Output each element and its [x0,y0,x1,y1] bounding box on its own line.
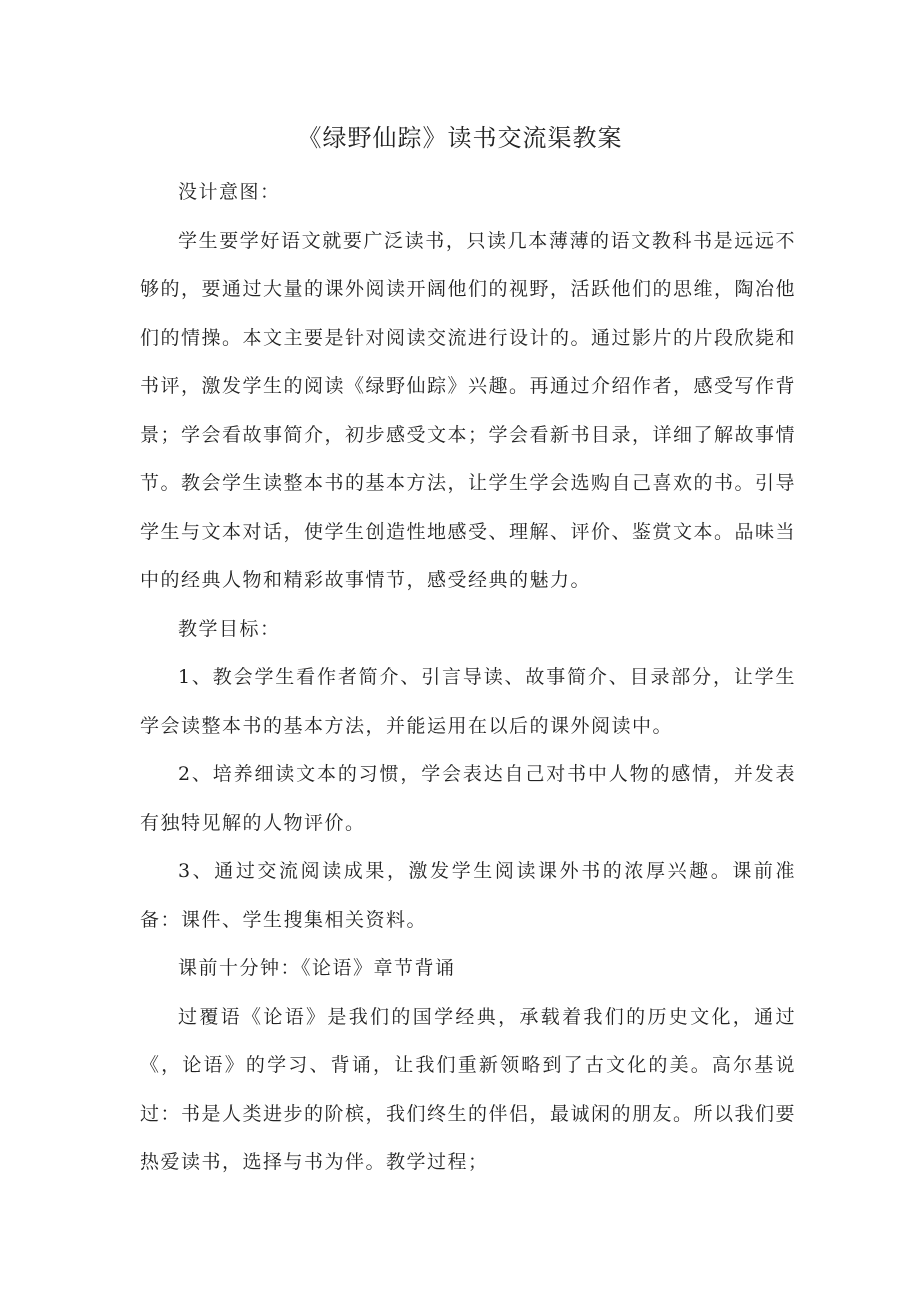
document-body [140,168,796,1187]
document-title: 《绿野仙踪》读书交流渠教案 [297,124,623,152]
teaching-goal-1: 1、教会学生看作者简介、引言导读、故事简介、目录部分，让学生学会读整本书的基本方法，并能运用在以后的课外阅读中。 [140,666,796,737]
pre-class-heading: 课前十分钟：《论语》章节背诵 [178,957,456,979]
design-intent-paragraph: 学生要学好语文就要广泛读书，只读几本薄薄的语文教科书是远远不够的，要通过大量的课外阅读开阔他们的视野，活跃他们的思维，陶冶他们的情操。本文主要是针对阅读交流进行设计的。通过影片的片段欣毙和书评，激发学生的阅读《绿野仙踪》兴趣。再通过介绍作者，感受写作背景；学会看故事简介，初步感受文本；学会看新书目录，详细了解故事情节。教会学生读整本书的基本方法，让学生学会选购自己喜欢的书。引导学生与文本对话，使学生创造性地感受、理解、评价、鉴赏文本。品味当中的经典人物和精彩故事情节，感受经典的魅力。 [140,229,797,591]
teaching-goal-2: 2、培养细读文本的习惯，学会表达自己对书中人物的感情，并发表有独特见解的人物评价。 [140,763,796,834]
teaching-goal-3: 3、通过交流阅读成果，激发学生阅读课外书的浓厚兴趣。课前准备：课件、学生搜集相关资料。 [140,860,796,931]
design-intent-heading: 没计意图： [178,181,281,203]
pre-class-paragraph: 过覆语《论语》是我们的国学经典，承载着我们的历史文化，通过《，论语》的学习、背诵，让我们重新领略到了古文化的美。高尔基说过：书是人类进步的阶槟，我们终生的伴侣，最诚闲的朋友。所以我们要热爱读书，选择与书为伴。教学过程； [140,1005,797,1173]
teaching-goals-heading: 教学目标： [178,617,281,640]
